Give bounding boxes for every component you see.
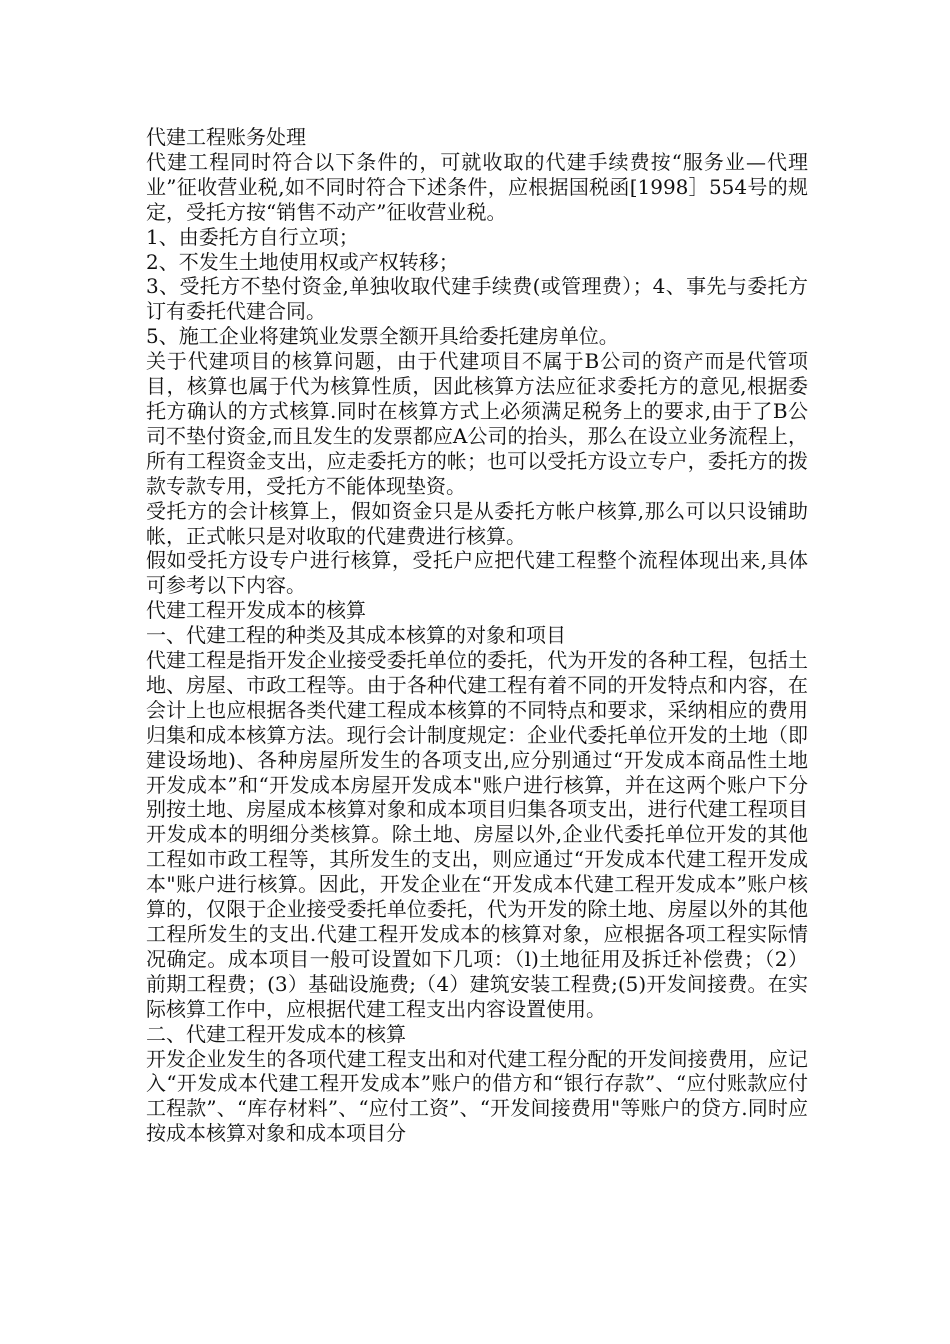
document-body: [146, 125, 808, 1146]
paragraph-special-account: 假如受托方设专户进行核算，受托户应把代建工程整个流程体现出来,具体可参考以下内容。: [146, 548, 808, 598]
subsection-heading-1: 一、代建工程的种类及其成本核算的对象和项目: [146, 623, 566, 648]
list-item-1: 1、由委托方自行立项；: [146, 224, 359, 249]
paragraph-cost-accounting: 开发企业发生的各项代建工程支出和对代建工程分配的开发间接费用，应记入“开发成本代建工程开发成本”账户的借方和“银行存款”、“应付账款应付工程款”、“库存材料”、“应付工资”、“开发间接费用"等账户的贷方.同时应按成本核算对象和成本项目分: [146, 1046, 808, 1146]
list-item-3-4: 3、受托方不垫付资金,单独收取代建手续费(或管理费）；4、事先与委托方订有委托代建合同。: [146, 274, 808, 324]
paragraph-accounting-issue: 关于代建项目的核算问题，由于代建项目不属于B公司的资产而是代管项目，核算也属于代为核算性质，因此核算方法应征求委托方的意见,根据委托方确认的方式核算.同时在核算方式上必须满足税务上的要求,由于了B公司不垫付资金,而且发生的发票都应A公司的抬头，那么在设立业务流程上，所有工程资金支出，应走委托方的帐；也可以受托方设立专户，委托方的拨款专款专用，受托方不能体现垫资。: [146, 349, 808, 498]
paragraph-auxiliary-account: 受托方的会计核算上，假如资金只是从委托方帐户核算,那么可以只设铺助帐，正式帐只是对收取的代建费进行核算。: [146, 498, 808, 548]
document-title: 代建工程账务处理: [146, 125, 306, 149]
paragraph-definition: 代建工程是指开发企业接受委托单位的委托，代为开发的各种工程，包括土地、房屋、市政工程等。由于各种代建工程有着不同的开发特点和内容，在会计上也应根据各类代建工程成本核算的不同特点和要求，采纳相应的费用归集和成本核算方法。现行会计制度规定：企业代委托单位开发的土地（即建设场地)、各种房屋所发生的各项支出,应分别通过“开发成本商品性土地开发成本”和“开发成本房屋开发成本"账户进行核算，并在这两个账户下分别按土地、房屋成本核算对象和成本项目归集各项支出，进行代建工程项目开发成本的明细分类核算。除土地、房屋以外,企业代委托单位开发的其他工程如市政工程等，其所发生的支出，则应通过“开发成本代建工程开发成本"账户进行核算。因此，开发企业在“开发成本代建工程开发成本”账户核算的，仅限于企业接受委托单位委托，代为开发的除土地、房屋以外的其他工程所发生的支出.代建工程开发成本的核算对象，应根据各项工程实际情况确定。成本项目一般可设置如下几项：（l)土地征用及拆迁补偿费；（2）前期工程费；(3）基础设施费;（4）建筑安装工程费;(5)开发间接费。在实际核算工作中，应根据代建工程支出内容设置使用。: [146, 648, 808, 1021]
list-item-2: 2、不发生土地使用权或产权转移；: [146, 249, 459, 274]
subsection-heading-2: 二、代建工程开发成本的核算: [146, 1021, 406, 1046]
paragraph-conditions-intro: 代建工程同时符合以下条件的，可就收取的代建手续费按“服务业—代理业”征收营业税,如不同时符合下述条件，应根据国税函[1998］554号的规定，受托方按“销售不动产”征收营业税。: [146, 149, 808, 224]
section-heading: 代建工程开发成本的核算: [146, 598, 366, 623]
list-item-5: 5、施工企业将建筑业发票全额开具给委托建房单位。: [146, 324, 619, 349]
